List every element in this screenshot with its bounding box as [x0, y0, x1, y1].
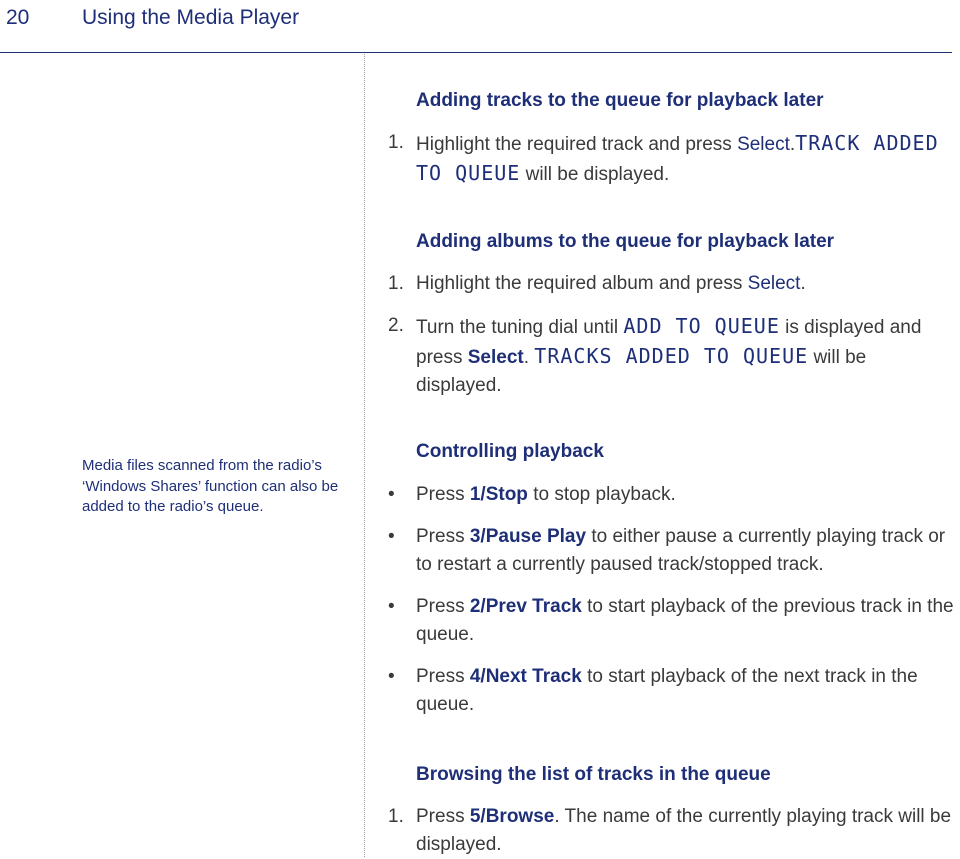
step-number: 1. — [388, 806, 404, 827]
display-text: TRACK ADDED TO QUEUE — [416, 131, 939, 185]
list-item-text: Press 1/Stop to stop playback. — [416, 484, 676, 505]
keyword: 4/Next Track — [469, 666, 582, 687]
section-heading: Controlling playback — [416, 441, 604, 462]
keyword: 2/Prev Track — [469, 596, 582, 617]
keyword: 5/Browse — [469, 806, 555, 827]
side-note: Media files scanned from the radio’s ‘Windows Shares’ function can also be added to the radio’s queue. — [82, 457, 339, 515]
bullet: • — [388, 484, 395, 505]
page-title: Using the Media Player — [82, 6, 300, 29]
bullet: • — [388, 526, 395, 547]
section-heading: Browsing the list of tracks in the queue — [416, 764, 771, 785]
keyword: Select — [737, 134, 790, 155]
list-item-text: Press 3/Pause Play to either pause a currently playing track or to restart a currently paused track/stopped track. — [416, 526, 946, 575]
page-header — [0, 0, 952, 53]
step-text: Highlight the required track and press Select.TRACK ADDED TO QUEUE will be displayed. — [416, 131, 939, 185]
step-text: Press 5/Browse. The name of the currently playing track will be displayed. — [416, 806, 952, 855]
list-item-text: Press 4/Next Track to start playback of the next track in the queue. — [416, 666, 918, 715]
display-text: ADD TO QUEUE — [623, 314, 780, 338]
bullet: • — [388, 666, 395, 687]
step-number: 1. — [388, 132, 404, 153]
section-heading: Adding albums to the queue for playback later — [416, 231, 835, 252]
keyword: 3/Pause Play — [469, 526, 587, 547]
bullet: • — [388, 596, 395, 617]
keyword: Select — [467, 347, 524, 368]
step-number: 1. — [388, 273, 404, 294]
section-heading: Adding tracks to the queue for playback later — [416, 90, 824, 111]
step-text: Turn the tuning dial until ADD TO QUEUE is displayed and press Select. TRACKS ADDED TO QUEUE will be displayed. — [416, 314, 922, 396]
display-text: TRACKS ADDED TO QUEUE — [534, 344, 809, 368]
keyword: Select — [747, 273, 801, 294]
step-text: Highlight the required album and press Select. — [416, 273, 806, 294]
step-number: 2. — [388, 315, 404, 336]
column-divider — [364, 54, 365, 857]
keyword: 1/Stop — [469, 484, 528, 505]
list-item-text: Press 2/Prev Track to start playback of the previous track in the queue. — [416, 596, 954, 645]
page-number: 20 — [6, 6, 30, 29]
